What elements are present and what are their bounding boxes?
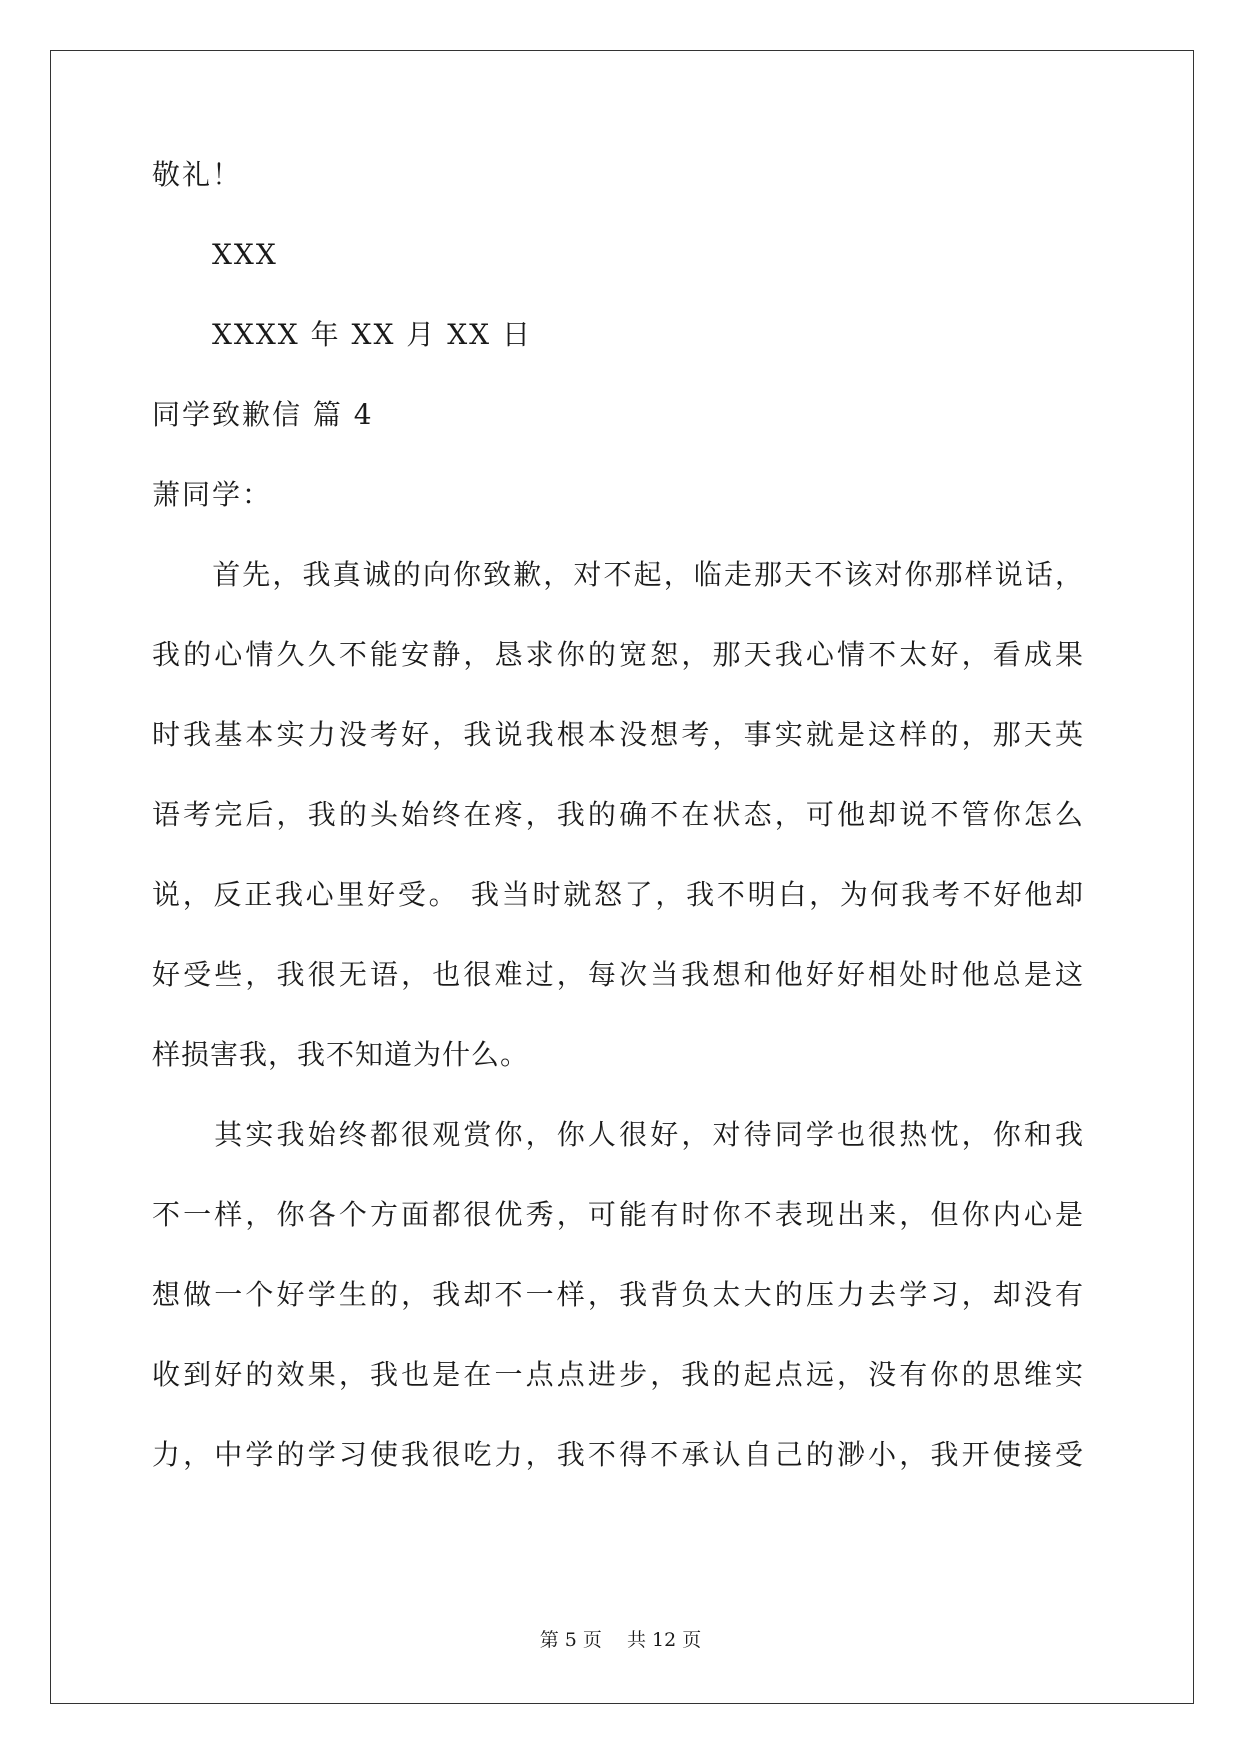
signer-name: XXX [212, 238, 278, 271]
paragraph-line: 好受些，我很无语，也很难过，每次当我想和他好好相处时他总是这 [152, 958, 1084, 991]
closing-salute: 敬礼！ [152, 158, 243, 191]
paragraph-line: 想做一个好学生的，我却不一样，我背负太大的压力去学习，却没有 [152, 1278, 1084, 1311]
paragraph-line: 语考完后，我的头始终在疼，我的确不在状态，可他却说不管你怎么 [152, 798, 1084, 831]
paragraph-line: 不一样，你各个方面都很优秀，可能有时你不表现出来，但你内心是 [152, 1198, 1084, 1231]
paragraph-line: 说，反正我心里好受。 我当时就怒了，我不明白，为何我考不好他却 [152, 878, 1084, 911]
paragraph-line: 我的心情久久不能安静，恳求你的宽恕，那天我心情不太好，看成果 [152, 638, 1084, 671]
paragraph-line: 时我基本实力没考好，我说我根本没想考，事实就是这样的，那天英 [152, 718, 1084, 751]
paragraph-line: 其实我始终都很观赏你，你人很好，对待同学也很热忱，你和我 [152, 1118, 1084, 1151]
letter-date: XXXX 年 XX 月 XX 日 [212, 318, 532, 351]
paragraph-line: 首先，我真诚的向你致歉，对不起，临走那天不该对你那样说话， [152, 558, 1084, 591]
page-footer: 第 5 页 共 12 页 [539, 1629, 702, 1651]
section-title: 同学致歉信 篇 4 [152, 398, 374, 431]
paragraph-line: 样损害我，我不知道为什么。 [152, 1038, 530, 1071]
paragraph-line: 力，中学的学习使我很吃力，我不得不承认自己的渺小，我开使接受 [152, 1438, 1084, 1471]
paragraph-line: 收到好的效果，我也是在一点点进步，我的起点远，没有你的思维实 [152, 1358, 1084, 1391]
greeting: 萧同学： [152, 478, 273, 511]
